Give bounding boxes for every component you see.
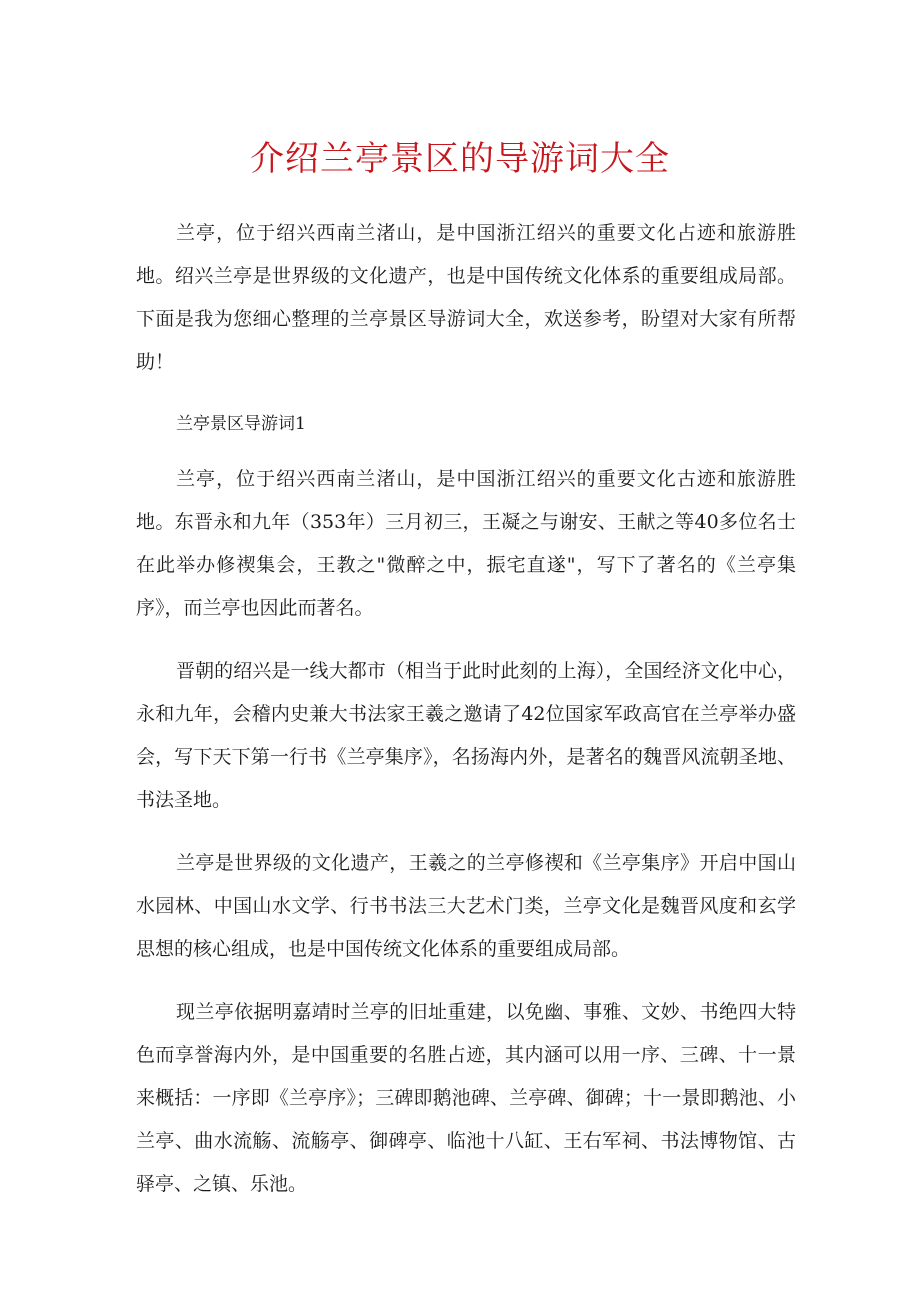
body-paragraph: 兰亭，位于绍兴西南兰渚山，是中国浙江绍兴的重要文化古迹和旅游胜地。东晋永和九年（353年）三月初三，王凝之与谢安、王献之等40多位名士在此举办修禊集会，王教之"微醉之中，振宅直遂"，写下了著名的《兰亭集序》，而兰亭也因此而著名。 <box>136 468 796 619</box>
section-heading: 兰亭景区导游词1 <box>176 414 306 434</box>
body-paragraph: 现兰亭依据明嘉靖时兰亭的旧址重建，以免幽、事雅、文妙、书绝四大特色而享誉海内外，是中国重要的名胜占迹，其内涵可以用一序、三碑、十一景来概括：一序即《兰亭序》；三碑即鹅池碑、兰亭碑、御碑；十一景即鹅池、小兰亭、曲水流觞、流觞亭、御碑亭、临池十八缸、王右军祠、书法博物馆、古驿亭、之镇、乐池。 <box>136 1001 796 1195</box>
intro-paragraph: 兰亭，位于绍兴西南兰渚山，是中国浙江绍兴的重要文化占迹和旅游胜地。绍兴兰亭是世界级的文化遗产，也是中国传统文化体系的重要组成局部。下面是我为您细心整理的兰亭景区导游词大全，欢送参考，盼望对大家有所帮助！ <box>136 222 796 373</box>
body-paragraph: 兰亭是世界级的文化遗产，王羲之的兰亭修禊和《兰亭集序》开启中国山水园林、中国山水文学、行书书法三大艺术门类，兰亭文化是魏晋风度和玄学思想的核心组成，也是中国传统文化体系的重要组成局部。 <box>136 852 796 960</box>
document-title: 介绍兰亭景区的导游词大全 <box>250 139 670 179</box>
document-body <box>136 212 796 1226</box>
body-paragraph: 晋朝的绍兴是一线大都市（相当于此时此刻的上海），全国经济文化中心，永和九年，会稽内史兼大书法家王羲之邀请了42位国家军政高官在兰亭举办盛会，写下天下第一行书《兰亭集序》，名扬海内外，是著名的魏晋风流朝圣地、书法圣地。 <box>136 660 796 811</box>
